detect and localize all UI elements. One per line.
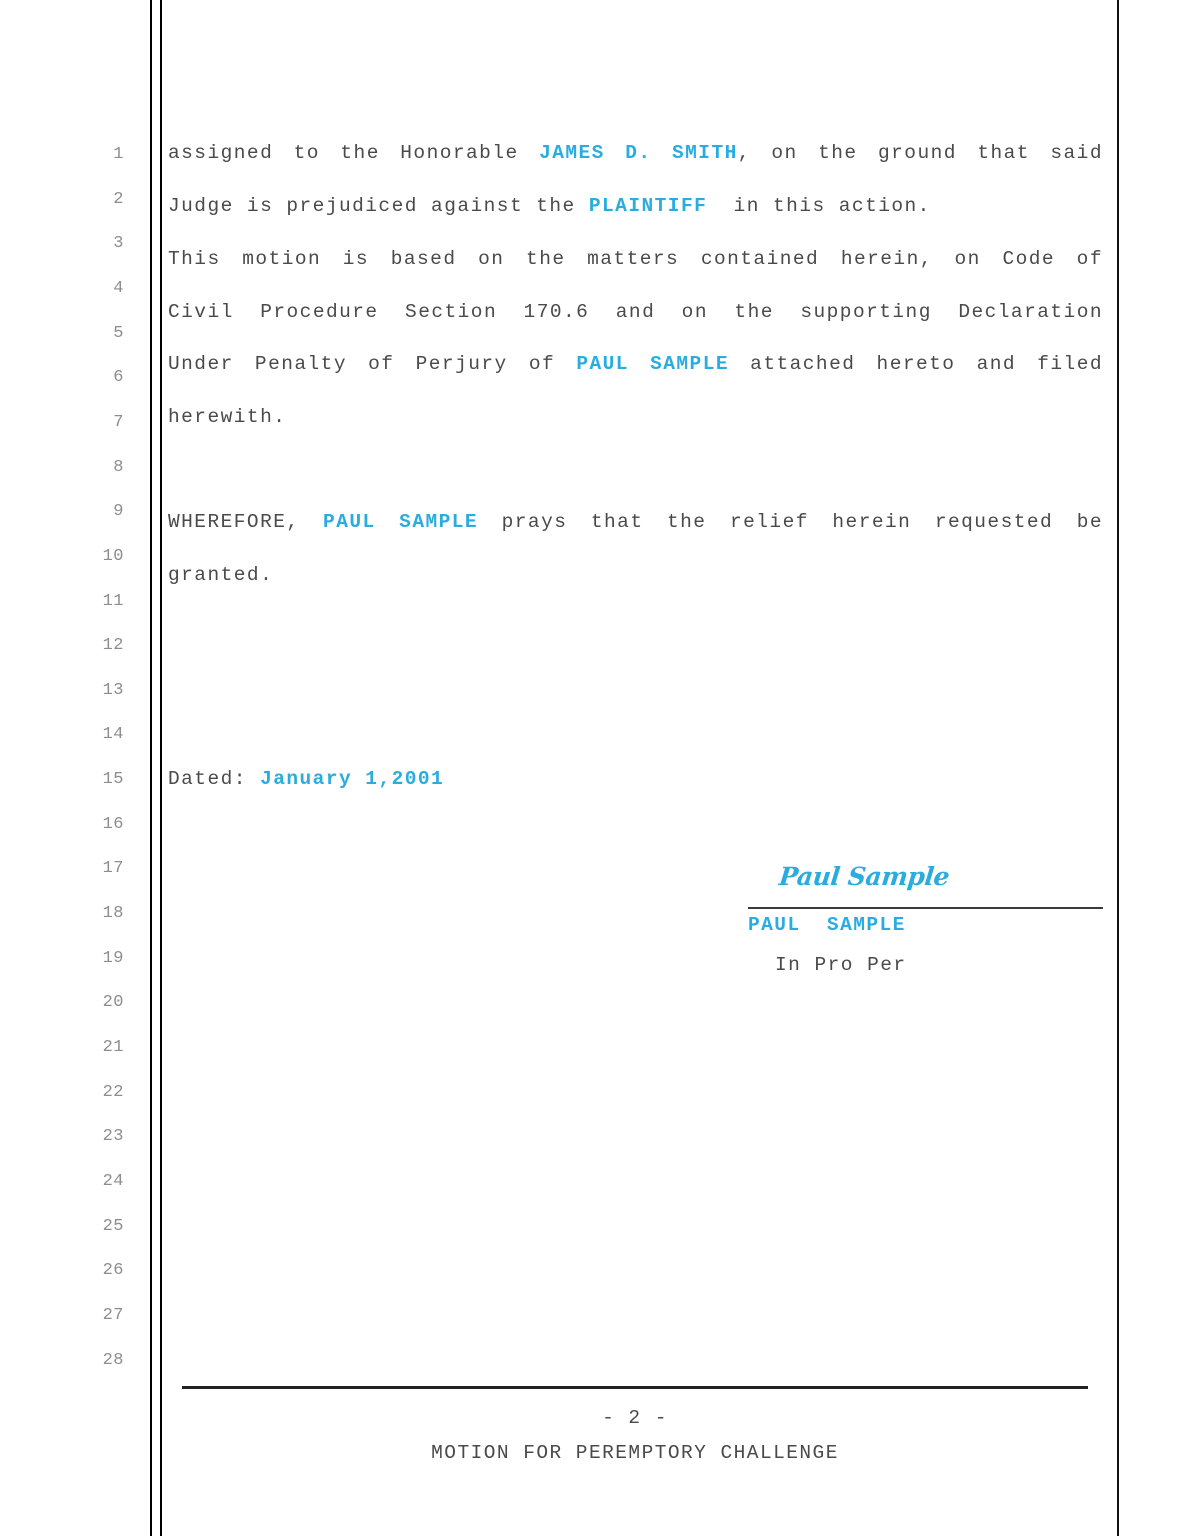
line-number: 15: [102, 770, 124, 790]
line-number: 4: [113, 278, 124, 298]
line-number: 25: [102, 1216, 124, 1236]
body-text-column: [168, 0, 1103, 1536]
line-number: 18: [102, 904, 124, 924]
judge-name: JAMES D. SMITH: [539, 142, 738, 164]
body-line-5: [168, 355, 1103, 375]
dated-label: Dated:: [168, 768, 261, 790]
body-line-7: [168, 513, 1103, 533]
line-number: 24: [102, 1171, 124, 1191]
page-number: - 2 -: [602, 1407, 668, 1429]
body-line-1: [168, 144, 1103, 164]
signature-line: [748, 907, 1103, 909]
line-number: 13: [102, 680, 124, 700]
body-line-4: Civil Procedure Section 170.6 and on the supporting Declaration: [168, 301, 1103, 323]
body-line-2: [168, 197, 1103, 217]
line-number-gutter: [0, 0, 140, 1536]
line-number: 1: [113, 145, 124, 164]
body-line-3: This motion is based on the matters contained herein, on Code of: [168, 248, 1103, 270]
line-number: 16: [102, 814, 124, 834]
footer-divider: [182, 1386, 1088, 1389]
line-number: 26: [102, 1261, 124, 1281]
line-number: 21: [102, 1038, 124, 1057]
line-number: 17: [102, 859, 124, 879]
line-number: 12: [102, 636, 124, 656]
line-number: 8: [113, 457, 124, 477]
signature-block: [748, 864, 1108, 975]
declarant-name: PAUL SAMPLE: [576, 353, 729, 375]
right-margin-rule: [1117, 0, 1119, 1536]
line-number: 20: [102, 993, 124, 1013]
line-number: 23: [102, 1127, 124, 1147]
signer-printed-name: PAUL SAMPLE: [748, 914, 906, 936]
line-number: 2: [113, 189, 124, 209]
line-number: 19: [102, 948, 124, 968]
body-text: WHEREFORE,: [168, 511, 324, 533]
body-text: Under Penalty of Perjury of: [168, 353, 577, 375]
line-number: 6: [113, 368, 124, 388]
line-number: 7: [113, 412, 124, 432]
body-text: in this action.: [707, 195, 931, 217]
line-number: 27: [102, 1305, 124, 1325]
line-number: 14: [102, 725, 124, 745]
left-outer-rule: [150, 0, 152, 1536]
body-line-8: granted.: [168, 564, 274, 586]
left-inner-rule: [160, 0, 162, 1536]
signer-capacity: In Pro Per: [775, 953, 907, 976]
body-text: , on the ground that said: [737, 142, 1103, 164]
line-number: 3: [113, 234, 124, 254]
movant-name: PAUL SAMPLE: [323, 511, 479, 533]
body-text: attached hereto and filed: [729, 353, 1103, 375]
body-text: prays that the relief herein requested be: [478, 511, 1104, 533]
line-number: 5: [113, 323, 124, 343]
document-title: MOTION FOR PEREMPTORY CHALLENGE: [431, 1441, 839, 1464]
line-number: 10: [102, 546, 124, 566]
body-line-6: herewith.: [168, 406, 287, 428]
line-number: 11: [102, 591, 124, 611]
body-text: Judge is prejudiced against the: [168, 195, 589, 217]
party-role: PLAINTIFF: [588, 195, 708, 217]
handwritten-signature: Paul Sample: [777, 862, 951, 891]
dated-line: [168, 770, 1103, 790]
page-footer: [182, 1386, 1088, 1463]
dated-value: January 1,2001: [260, 768, 445, 790]
line-number: 28: [102, 1350, 124, 1370]
line-number: 9: [113, 502, 124, 522]
line-number: 22: [102, 1082, 124, 1102]
body-text: assigned to the Honorable: [168, 142, 540, 164]
